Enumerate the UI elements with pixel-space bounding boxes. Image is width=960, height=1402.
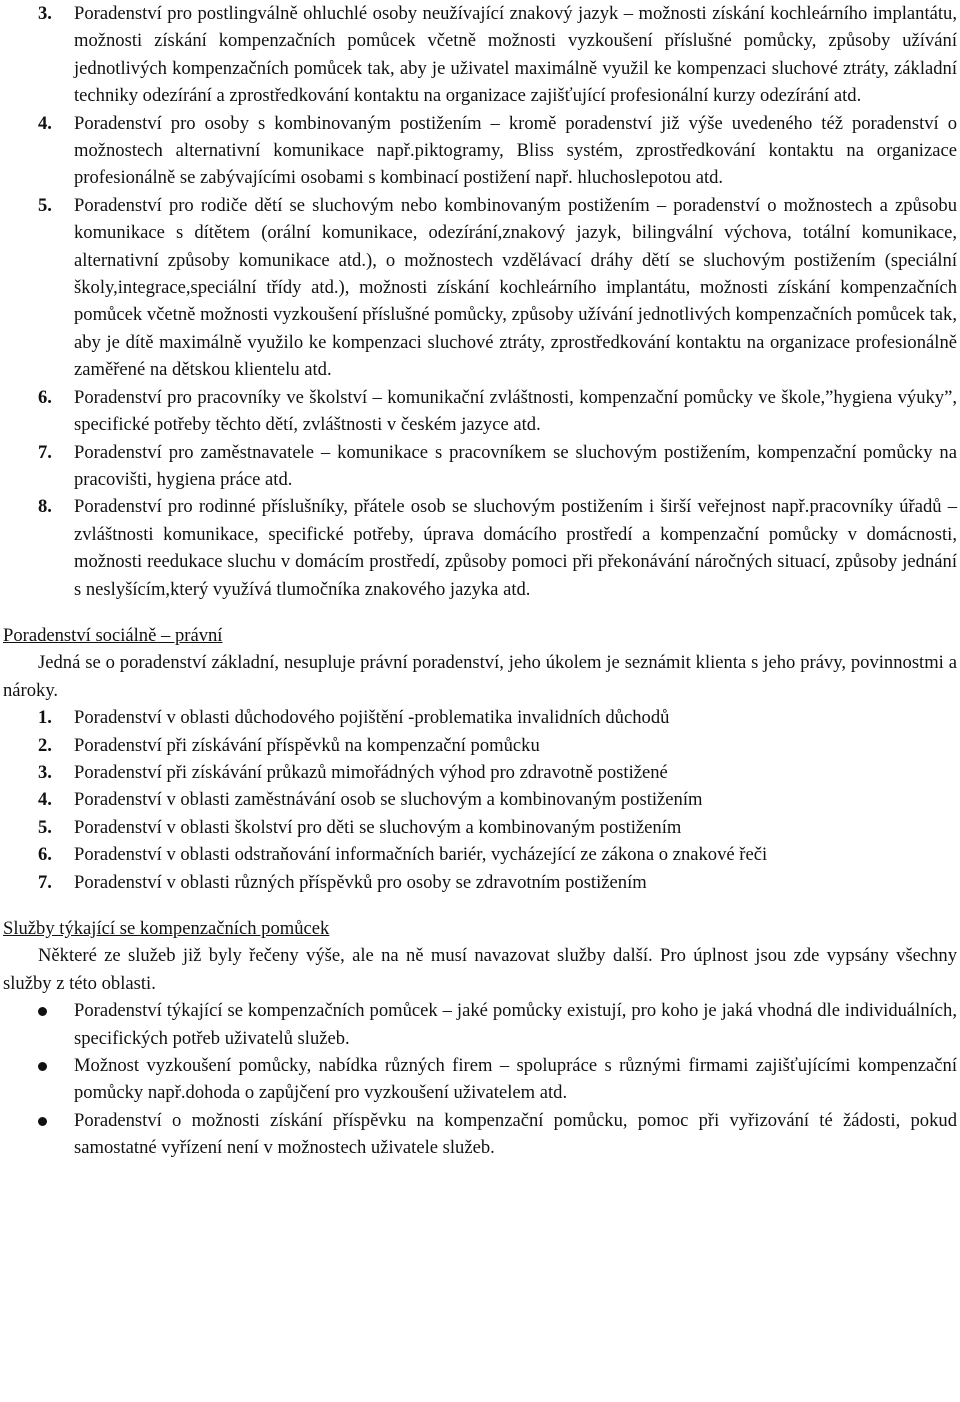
- list-item-text: Poradenství v oblasti důchodového pojištění -problematika invalidních důchodů: [74, 707, 670, 729]
- list-item: [3, 493, 957, 603]
- list-item-text: Poradenství pro postlingválně ohluchlé osoby neužívající znakový jazyk – možnosti získání kochleárního implantátu, možnosti získání kompenzačních pomůcek včetně možnosti vyzkoušení příslušné pomůcky, způsoby užívání jednotlivých kompenzačních pomůcek tak, aby je uživatel maximálně využil ke kompenzaci sluchové ztráty, základní techniky odezírání a zprostředkování kontaktu na organizace zajišťující profesionální kurzy odezírání atd.: [74, 3, 957, 107]
- list-item: [3, 110, 957, 192]
- list-item-text: Poradenství týkající se kompenzačních pomůcek – jaké pomůcky existují, pro koho je jaká vhodná dle individuálních, specifických potřeb uživatelů služeb.: [74, 1000, 957, 1049]
- list-number: 8.: [38, 496, 52, 518]
- list-item-text: Poradenství v oblasti školství pro děti se sluchovým a kombinovaným postižením: [74, 816, 682, 838]
- list-item: [3, 786, 957, 813]
- list-item-text: Poradenství pro rodinné příslušníky, přátele osob se sluchovým postižením i širší veřejnost např.pracovníky úřadů – zvláštnosti komunikace, specifické potřeby, úprava domácího prostředí a kompenzační pomůcky v domácnosti, možnosti reedukace sluchu v domácím prostředí, způsoby pomoci při překonávání náročných situací, způsoby jednání s neslyšícím,který využívá tlumočníka znakového jazyka atd.: [74, 496, 957, 600]
- list-number: 2.: [38, 734, 52, 756]
- list-item-text: Poradenství v oblasti odstraňování informačních bariér, vycházející ze zákona o znakové řeči: [74, 844, 768, 866]
- list-number: 7.: [38, 441, 52, 463]
- list-item-text: Poradenství v oblasti zaměstnávání osob se sluchovým a kombinovaným postižením: [74, 789, 703, 811]
- list-item: [3, 841, 957, 868]
- list-item: [3, 0, 957, 110]
- list-item-text: Poradenství v oblasti různých příspěvků pro osoby se zdravotním postižením: [74, 871, 647, 893]
- list-number: 7.: [38, 871, 52, 893]
- list-number: 4.: [38, 112, 52, 134]
- list-item: [3, 192, 957, 384]
- list-number: 6.: [38, 844, 52, 866]
- bullet-icon: [38, 1117, 47, 1126]
- section-heading-aids-services: Služby týkající se kompenzačních pomůcek: [3, 918, 330, 939]
- list-number: 5.: [38, 816, 52, 838]
- list-item: [3, 759, 957, 786]
- section-heading-social-legal: Poradenství sociálně – právní: [3, 624, 223, 646]
- counseling-list: [3, 0, 957, 603]
- list-item: [3, 1052, 957, 1107]
- list-number: 3.: [38, 761, 52, 783]
- list-item: [3, 439, 957, 494]
- bullet-icon: [38, 1007, 47, 1016]
- list-item: [3, 732, 957, 759]
- social-legal-list: [3, 704, 957, 896]
- list-item-text: Poradenství pro osoby s kombinovaným postižením – kromě poradenství již výše uvedeného též poradenství o možnostech alternativní komunikace např.piktogramy, Bliss systém, zprostředkování kontaktu na organizace profesionálně se zabývajícími osobami s kombinací postižení např. hluchoslepotou atd.: [74, 112, 957, 189]
- list-item-text: Poradenství pro zaměstnavatele – komunikace s pracovníkem se sluchovým postižením, kompenzační pomůcky na pracovišti, hygiena práce atd.: [74, 441, 957, 490]
- list-item: [3, 384, 957, 439]
- list-item-text: Poradenství pro rodiče dětí se sluchovým nebo kombinovaným postižením – poradenství o možnostech a způsobu komunikace s dítětem (orální komunikace, odezírání,znakový jazyk, bilingvální výchova, totální komunikace, alternativní způsoby komunikace atd.), o možnostech vzdělávací dráhy dětí se sluchovým postižením (speciální školy,integrace,speciální třídy atd.), možnosti získání kochleárního implantátu, možnosti získání kompenzačních pomůcek včetně možnosti vyzkoušení příslušné pomůcky, způsoby užívání jednotlivých kompenzačních pomůcek tak, aby je dítě maximálně využilo ke kompenzaci sluchové ztráty, zprostředkování kontaktu na organizace profesionálně zaměřené na dětskou klientelu atd.: [74, 194, 957, 381]
- list-item: [3, 814, 957, 841]
- list-item-text: Poradenství při získávání průkazů mimořádných výhod pro zdravotně postižené: [74, 761, 668, 783]
- section-intro: Jedná se o poradenství základní, nesupluje právní poradenství, jeho úkolem je seznámit klienta s jeho právy, povinnostmi a nároky.: [3, 652, 957, 701]
- list-number: 1.: [38, 707, 52, 729]
- list-number: 4.: [38, 789, 52, 811]
- list-number: 3.: [38, 3, 52, 24]
- list-number: 5.: [38, 194, 52, 216]
- aids-services-list: [3, 997, 957, 1161]
- list-item-text: Poradenství o možnosti získání příspěvku na kompenzační pomůcku, pomoc při vyřizování té žádosti, pokud samostatné vyřízení není v možnostech uživatele služeb.: [74, 1109, 957, 1159]
- bullet-icon: [38, 1062, 47, 1071]
- document-page: [3, 0, 957, 1162]
- list-item-text: Možnost vyzkoušení pomůcky, nabídka různých firem – spolupráce s různými firmami zajišťujícími kompenzační pomůcky např.dohoda o zapůjčení pro vyzkoušení uživatelem atd.: [74, 1055, 957, 1104]
- list-number: 6.: [38, 386, 52, 408]
- list-item: [3, 1107, 957, 1162]
- list-item: [3, 869, 957, 896]
- list-item: [3, 704, 957, 731]
- list-item-text: Poradenství pro pracovníky ve školství – komunikační zvláštnosti, kompenzační pomůcky ve škole,”hygiena výuky”, specifické potřeby těchto dětí, zvláštnosti v českém jazyce atd.: [74, 386, 957, 436]
- list-item-text: Poradenství při získávání příspěvků na kompenzační pomůcku: [74, 734, 540, 756]
- list-item: [3, 997, 957, 1052]
- section-intro: Některé ze služeb již byly řečeny výše, ale na ně musí navazovat služby další. Pro úplnost jsou zde vypsány všechny služby z této oblasti.: [3, 945, 957, 994]
